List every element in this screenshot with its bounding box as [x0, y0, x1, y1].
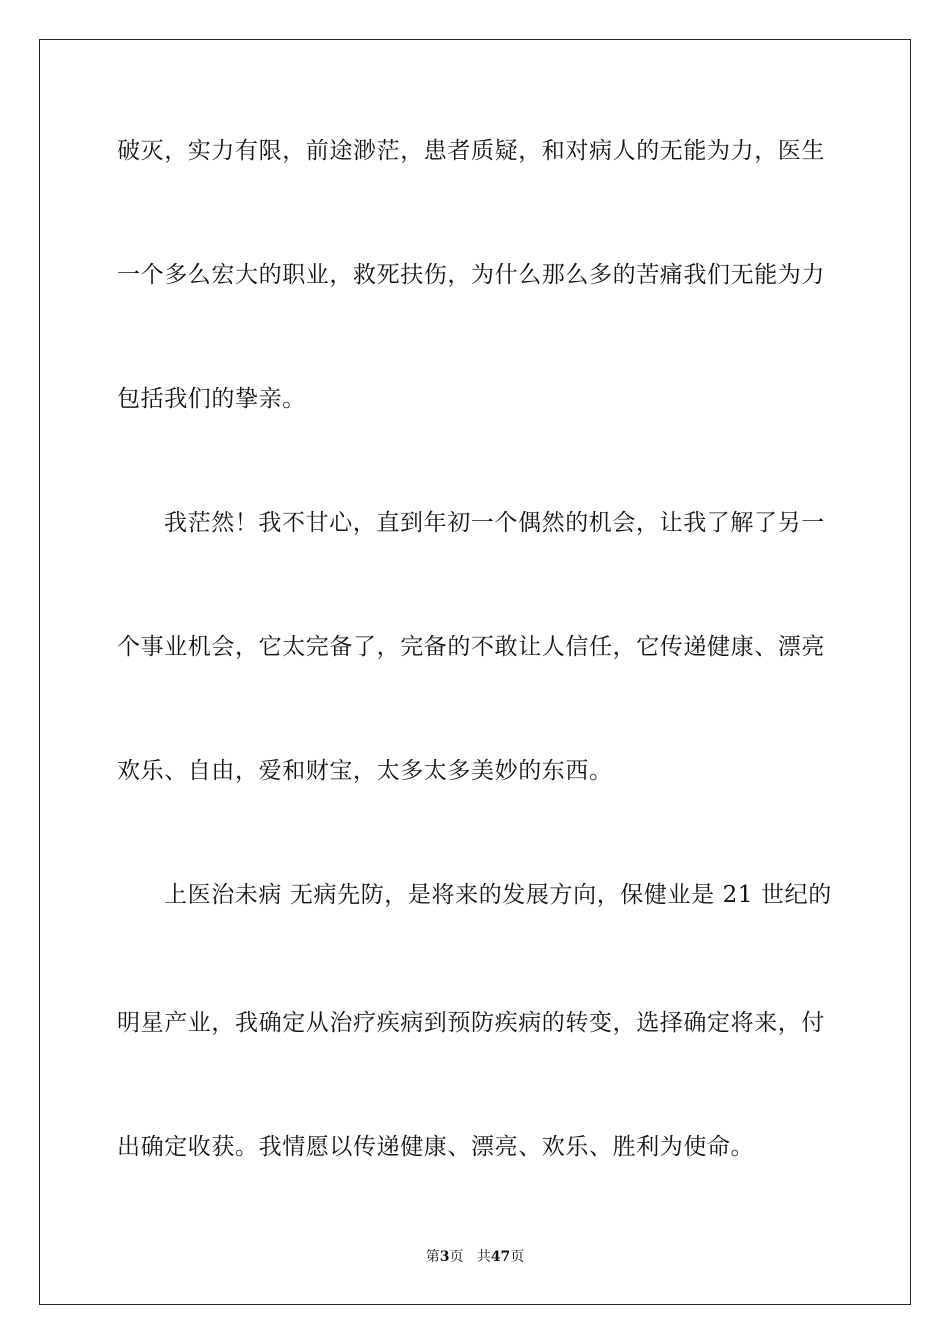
page-suffix: 页: [449, 1249, 464, 1265]
page-footer: [0, 1246, 950, 1266]
text-line: 出确定收获。我情愿以传递健康、漂亮、欢乐、胜利为使命。: [117, 1134, 755, 1160]
text-line: 上医治未病 无病先防，是将来的发展方向，保健业是 21 世纪的: [164, 882, 832, 908]
total-suffix: 页: [510, 1249, 525, 1265]
text-line: 我茫然！我不甘心，直到年初一个偶然的机会，让我了解了另一: [164, 510, 825, 536]
page-border: [39, 39, 911, 1305]
page-number: 3: [439, 1249, 450, 1265]
text-line: 欢乐、自由，爱和财宝，太多太多美妙的东西。: [117, 758, 613, 784]
text-line: 明星产业，我确定从治疗疾病到预防疾病的转变，选择确定将来，付: [117, 1010, 825, 1036]
text-line: 包括我们的挚亲。: [117, 386, 306, 412]
total-prefix: 共: [476, 1249, 491, 1265]
text-line: 个事业机会，它太完备了，完备的不敢让人信任，它传递健康、漂亮: [117, 634, 825, 660]
text-line: 破灭，实力有限，前途渺茫，患者质疑，和对病人的无能为力，医生: [117, 138, 825, 164]
text-line: 一个多么宏大的职业，救死扶伤，为什么那么多的苦痛我们无能为力: [117, 262, 825, 288]
total-pages: 47: [490, 1249, 511, 1265]
page-prefix: 第: [425, 1249, 440, 1265]
